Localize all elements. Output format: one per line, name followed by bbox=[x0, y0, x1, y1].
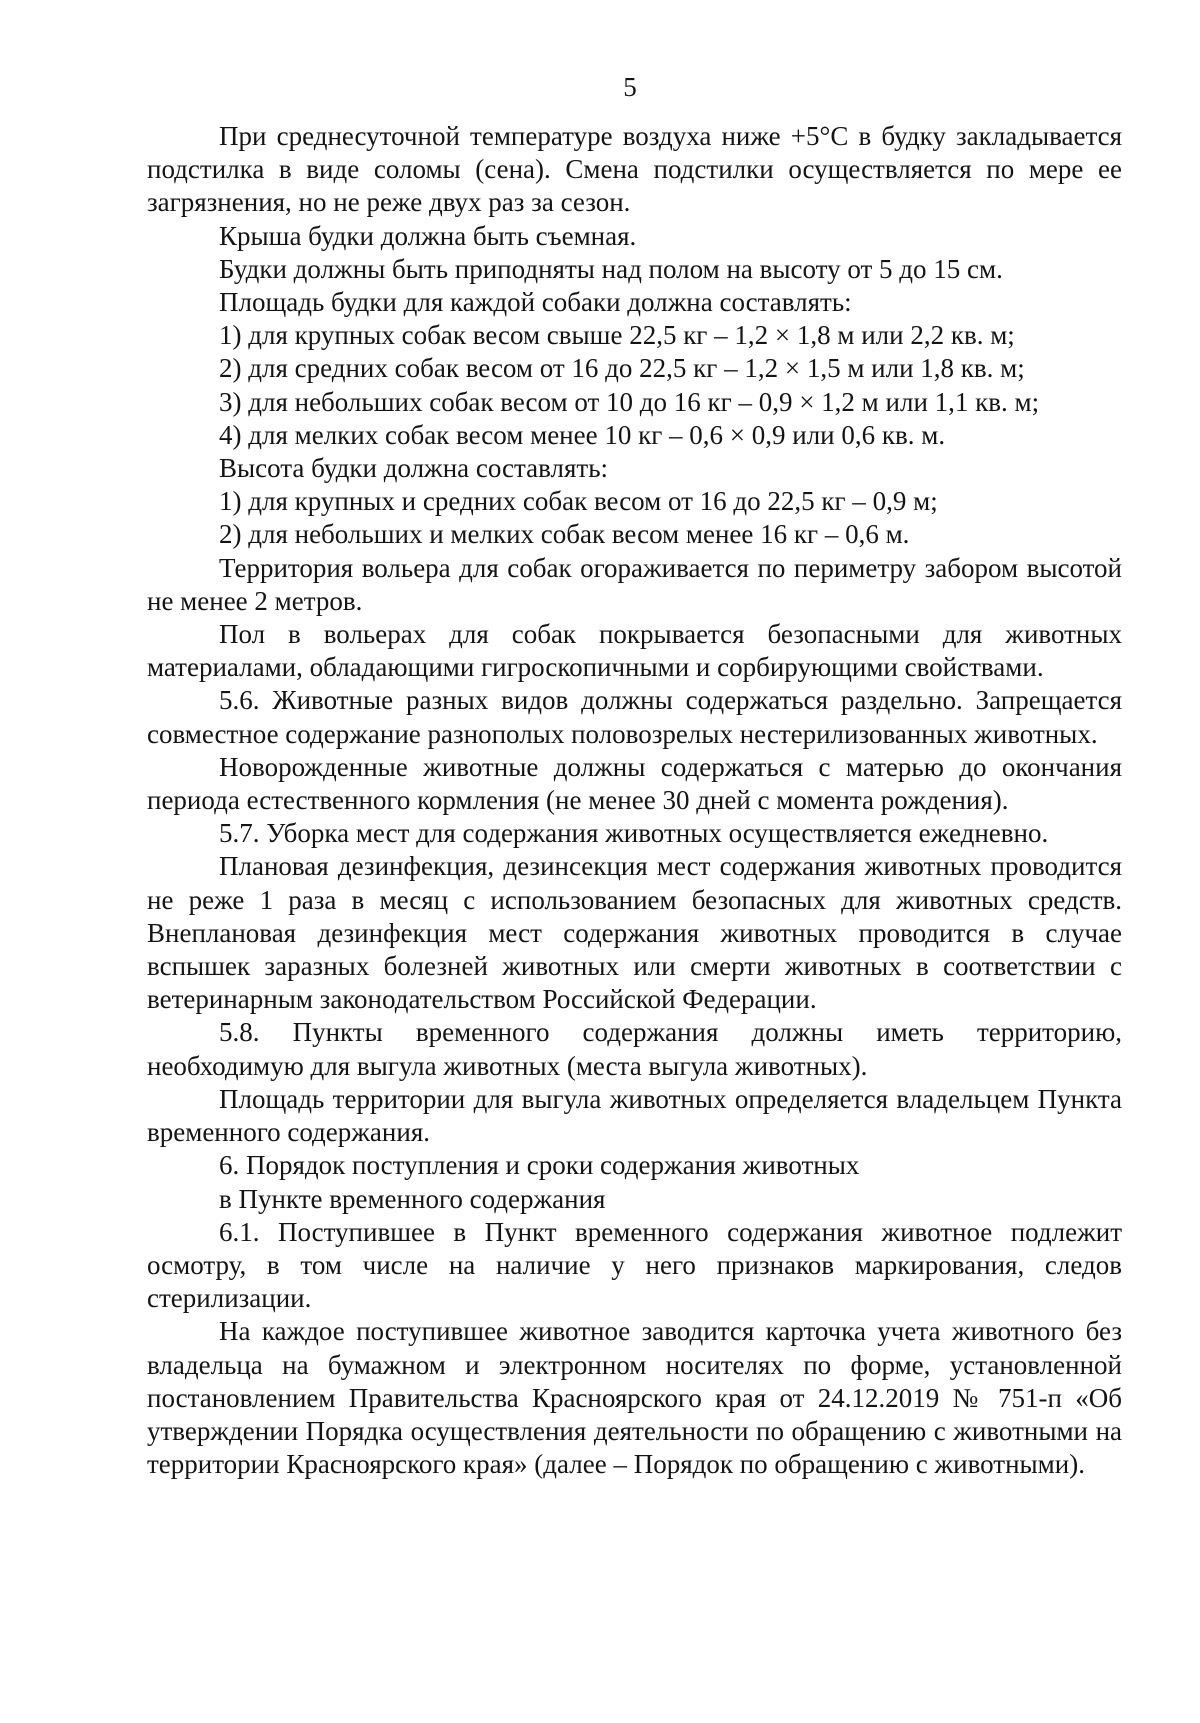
list-item: 4) для мелких собак весом менее 10 кг – 0,6 × 0,9 или 0,6 кв. м. bbox=[219, 419, 946, 450]
paragraph: 5.6. Животные разных видов должны содержаться раздельно. Запрещается совместное содержание разнополых половозрелых нестерилизованных животных. bbox=[147, 685, 1122, 749]
paragraph: 6.1. Поступившее в Пункт временного содержания животное подлежит осмотру, в том числе на наличие у него признаков маркирования, следов стерилизации. bbox=[147, 1216, 1122, 1314]
paragraph: Пол в вольерах для собак покрывается безопасными для животных материалами, обладающими гигроскопичными и сорбирующими свойствами. bbox=[147, 619, 1122, 683]
paragraph: При среднесуточной температуре воздуха ниже +5°С в будку закладывается подстилка в виде соломы (сена). Смена подстилки осуществляется по мере ее загрязнения, но не реже двух раз за сезон. bbox=[147, 121, 1122, 218]
paragraph: На каждое поступившее животное заводится карточка учета животного без владельца на бумажном и электронном носителях по форме, установленной постановлением Правительства Красноярского края от 24.12.2019 № 751-п «Об утверждении Порядка осуществления деятельности по обращению с животными на территории Красноярского края» (далее – Порядок по обращению с животными). bbox=[147, 1316, 1122, 1480]
document-body bbox=[147, 120, 1122, 1481]
paragraph: Площадь будки для каждой собаки должна составлять: bbox=[219, 287, 852, 318]
paragraph: Высота будки должна составлять: bbox=[219, 453, 609, 484]
list-item: 3) для небольших собак весом от 10 до 16 кг – 0,9 × 1,2 м или 1,1 кв. м; bbox=[219, 386, 1040, 417]
list-item: 2) для небольших и мелких собак весом менее 16 кг – 0,6 м. bbox=[219, 519, 910, 550]
paragraph: 5.7. Уборка мест для содержания животных осуществляется ежедневно. bbox=[219, 818, 1049, 849]
section-heading-line: в Пункте временного содержания bbox=[219, 1183, 606, 1214]
paragraph: 5.8. Пункты временного содержания должны иметь территорию, необходимую для выгула животных (места выгула животных). bbox=[147, 1017, 1122, 1081]
paragraph: Территория вольера для собак огораживается по периметру забором высотой не менее 2 метров. bbox=[147, 552, 1122, 616]
list-item: 2) для средних собак весом от 16 до 22,5 кг – 1,2 × 1,5 м или 1,8 кв. м; bbox=[219, 353, 1025, 384]
paragraph: Будки должны быть приподняты над полом на высоту от 5 до 15 см. bbox=[219, 253, 1003, 284]
list-item: 1) для крупных собак весом свыше 22,5 кг – 1,2 × 1,8 м или 2,2 кв. м; bbox=[219, 320, 1015, 351]
page-number: 5 bbox=[623, 72, 637, 102]
paragraph: Крыша будки должна быть съемная. bbox=[219, 220, 637, 251]
paragraph: Площадь территории для выгула животных определяется владельцем Пункта временного содержания. bbox=[147, 1083, 1122, 1148]
paragraph: Новорожденные животные должны содержаться с матерью до окончания периода естественного кормления (не менее 30 дней с момента рождения). bbox=[147, 751, 1122, 816]
paragraph: Плановая дезинфекция, дезинсекция мест содержания животных проводится не реже 1 раза в месяц с использованием безопасных для животных средств. Внеплановая дезинфекция мест содержания животных проводится в случае вспышек заразных болезней животных или смерти животных в соответствии с ветеринарным законодательством Российской Федерации. bbox=[147, 851, 1122, 1015]
section-heading bbox=[147, 1149, 1122, 1215]
section-heading-line: 6. Порядок поступления и сроки содержания животных bbox=[219, 1150, 860, 1181]
list-item: 1) для крупных и средних собак весом от 16 до 22,5 кг – 0,9 м; bbox=[219, 486, 938, 517]
